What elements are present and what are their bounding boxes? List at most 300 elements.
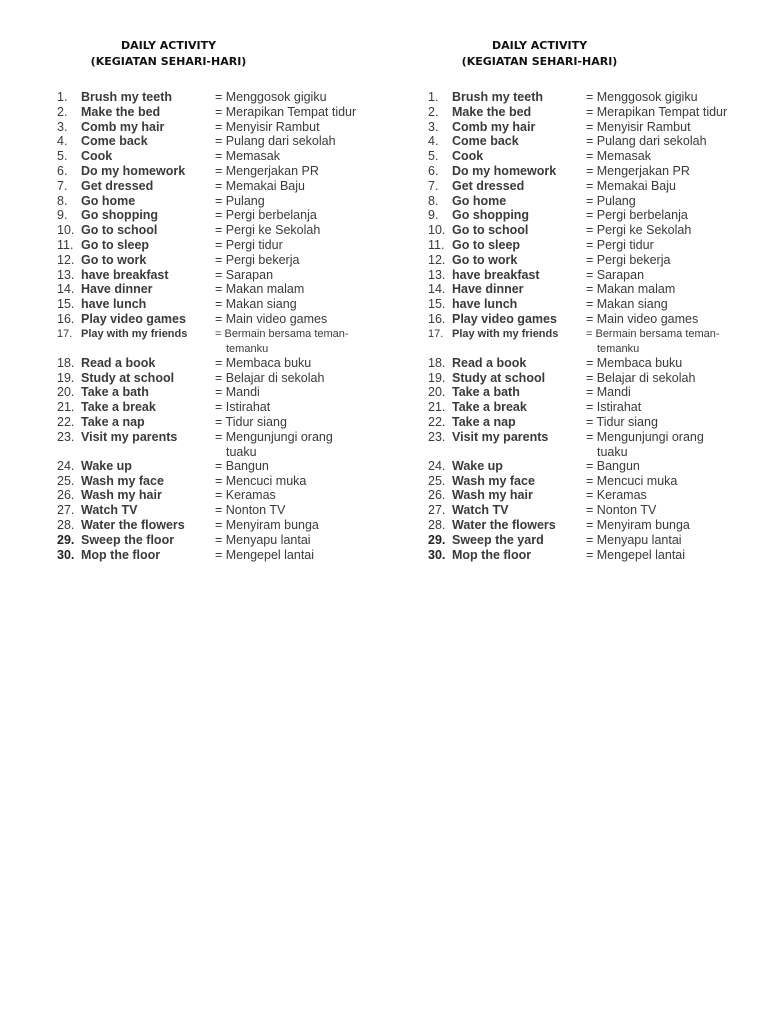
english-activity: Read a book [81, 355, 156, 370]
list-item [57, 208, 387, 223]
left-column [57, 38, 387, 562]
indonesian-translation [215, 548, 375, 563]
list-item [57, 164, 387, 179]
item-number: 1. [57, 90, 68, 104]
translation-line: = Pergi bekerja [586, 252, 671, 267]
indonesian-translation [586, 356, 746, 371]
indonesian-translation [586, 518, 746, 533]
english-activity: Have dinner [81, 282, 153, 297]
indonesian-translation [586, 327, 746, 357]
translation-line-continued: tuaku [226, 444, 257, 459]
translation-line: = Menyisir Rambut [586, 119, 691, 134]
item-number: 23. [57, 429, 75, 444]
list-item [57, 149, 387, 164]
indonesian-translation [215, 518, 375, 533]
indonesian-translation [215, 312, 375, 327]
list-item [428, 120, 758, 135]
list-item [57, 415, 387, 430]
item-number: 1. [428, 90, 439, 104]
indonesian-translation [586, 430, 746, 460]
indonesian-translation [586, 208, 746, 223]
item-number: 23. [428, 429, 446, 444]
english-activity: Go to work [452, 252, 518, 267]
english-activity: Brush my teeth [452, 90, 543, 104]
list-item [57, 268, 387, 283]
right-column [428, 38, 758, 562]
indonesian-translation [215, 134, 375, 149]
translation-line: = Membaca buku [215, 355, 312, 370]
list-item [57, 312, 387, 327]
item-number: 2. [57, 104, 68, 119]
list-item [428, 297, 758, 312]
item-number: 21. [428, 400, 446, 415]
translation-line: = Mengepel lantai [215, 547, 315, 562]
translation-line: = Tidur siang [215, 414, 287, 429]
indonesian-translation [586, 371, 746, 386]
list-item [57, 459, 387, 474]
english-activity: Brush my teeth [81, 90, 172, 104]
indonesian-translation [215, 90, 375, 105]
item-number: 12. [57, 252, 75, 267]
item-number: 11. [57, 237, 74, 252]
english-activity: Wash my hair [452, 488, 533, 503]
list-item [428, 238, 758, 253]
indonesian-translation [215, 459, 375, 474]
translation-line: = Makan siang [586, 297, 668, 312]
translation-line: = Menyapu lantai [215, 532, 311, 547]
item-number: 3. [428, 119, 439, 134]
english-activity: Take a break [452, 400, 527, 415]
english-activity: Visit my parents [81, 429, 178, 444]
translation-line: = Menyiram bunga [215, 517, 319, 532]
english-activity: Mop the floor [452, 547, 532, 562]
title-line-2: (KEGIATAN SEHARI-HARI) [90, 55, 247, 68]
english-activity: Cook [452, 149, 484, 164]
list-item [428, 385, 758, 400]
english-activity: Wash my face [81, 473, 164, 488]
item-number: 28. [57, 517, 75, 532]
list-item [428, 356, 758, 371]
list-item [428, 253, 758, 268]
translation-line: = Membaca buku [586, 355, 683, 370]
translation-line: = Bermain bersama teman- [586, 327, 720, 340]
indonesian-translation [215, 400, 375, 415]
english-activity: have breakfast [81, 267, 169, 282]
item-number: 12. [428, 252, 446, 267]
item-number: 17. [428, 327, 444, 340]
item-number: 5. [428, 149, 439, 164]
english-activity: Wash my hair [81, 488, 162, 503]
list-item [428, 415, 758, 430]
indonesian-translation [586, 164, 746, 179]
translation-line: = Makan malam [586, 282, 676, 297]
title-line-1: DAILY ACTIVITY [120, 39, 217, 52]
english-activity: Water the flowers [81, 517, 185, 532]
translation-line: = Menyiram bunga [586, 517, 690, 532]
english-activity: Wake up [452, 458, 503, 473]
list-item [428, 533, 758, 548]
english-activity: Visit my parents [452, 429, 549, 444]
translation-line: = Memakai Baju [586, 178, 676, 193]
translation-line: = Main video games [215, 311, 328, 326]
item-number: 9. [57, 208, 68, 223]
list-item [57, 488, 387, 503]
translation-line: = Pulang [215, 193, 265, 208]
list-item [428, 371, 758, 386]
indonesian-translation [586, 120, 746, 135]
english-activity: Go home [452, 193, 507, 208]
list-item [428, 90, 758, 105]
item-number: 9. [428, 208, 439, 223]
translation-line: = Makan malam [215, 282, 305, 297]
english-activity: Come back [81, 134, 148, 149]
list-item [57, 503, 387, 518]
indonesian-translation [586, 385, 746, 400]
english-activity: Comb my hair [81, 119, 165, 134]
list-item [57, 105, 387, 120]
english-activity: Go to work [81, 252, 147, 267]
item-number: 27. [57, 503, 75, 518]
indonesian-translation [586, 415, 746, 430]
english-activity: Read a book [452, 355, 527, 370]
translation-line: = Pergi tidur [215, 237, 283, 252]
english-activity: Make the bed [452, 104, 532, 119]
indonesian-translation [215, 164, 375, 179]
item-number: 14. [428, 282, 446, 297]
translation-line: = Istirahat [215, 400, 271, 415]
list-item [428, 327, 758, 356]
indonesian-translation [586, 297, 746, 312]
translation-line: = Pergi berbelanja [215, 208, 317, 223]
indonesian-translation [586, 400, 746, 415]
indonesian-translation [215, 356, 375, 371]
item-number: 15. [57, 297, 75, 312]
item-number: 29. [428, 532, 446, 547]
item-number: 2. [428, 104, 439, 119]
list-item [428, 179, 758, 194]
item-number: 15. [428, 297, 446, 312]
item-number: 24. [428, 458, 446, 473]
list-item [57, 223, 387, 238]
item-number: 13. [428, 267, 446, 282]
english-activity: Have dinner [452, 282, 524, 297]
translation-line: = Mengerjakan PR [215, 163, 319, 178]
english-activity: Go to school [81, 223, 158, 238]
item-number: 6. [428, 163, 439, 178]
indonesian-translation [215, 533, 375, 548]
translation-line: = Belajar di sekolah [215, 370, 325, 385]
translation-line: = Pergi ke Sekolah [586, 223, 692, 238]
english-activity: Do my homework [452, 163, 557, 178]
translation-line-continued: temanku [597, 342, 640, 355]
indonesian-translation [215, 268, 375, 283]
english-activity: Play video games [81, 311, 186, 326]
indonesian-translation [586, 105, 746, 120]
english-activity: Go shopping [452, 208, 530, 223]
list-item [57, 282, 387, 297]
translation-line: = Bangun [586, 458, 640, 473]
list-item [428, 194, 758, 209]
indonesian-translation [215, 385, 375, 400]
indonesian-translation [215, 503, 375, 518]
indonesian-translation [586, 134, 746, 149]
translation-line: = Main video games [586, 311, 699, 326]
page-title [428, 38, 651, 70]
item-number: 14. [57, 282, 75, 297]
translation-line-continued: tuaku [597, 444, 628, 459]
list-item [57, 474, 387, 489]
indonesian-translation [215, 194, 375, 209]
item-number: 26. [428, 488, 446, 503]
translation-line: = Merapikan Tempat tidur [586, 104, 728, 119]
english-activity: Make the bed [81, 104, 161, 119]
english-activity: Get dressed [81, 178, 154, 193]
list-item [57, 400, 387, 415]
list-item [57, 371, 387, 386]
item-number: 8. [428, 193, 439, 208]
translation-line: = Istirahat [586, 400, 642, 415]
translation-line: = Tidur siang [586, 414, 658, 429]
translation-line: = Mencuci muka [586, 473, 678, 488]
item-number: 20. [428, 385, 446, 400]
title-line-1: DAILY ACTIVITY [491, 39, 588, 52]
translation-line: = Mandi [215, 385, 260, 400]
item-number: 10. [57, 223, 75, 238]
translation-line: = Pergi berbelanja [586, 208, 688, 223]
list-item [57, 548, 387, 563]
english-activity: Go to sleep [452, 237, 521, 252]
translation-line: = Mandi [586, 385, 631, 400]
english-activity: Take a bath [81, 385, 149, 400]
item-number: 7. [57, 178, 68, 193]
item-number: 30. [57, 547, 75, 562]
english-activity: Wash my face [452, 473, 535, 488]
indonesian-translation [586, 90, 746, 105]
indonesian-translation [586, 282, 746, 297]
list-item [428, 282, 758, 297]
list-item [428, 548, 758, 563]
item-number: 18. [57, 355, 75, 370]
item-number: 30. [428, 547, 446, 562]
list-item [428, 459, 758, 474]
activity-list [57, 90, 387, 562]
indonesian-translation [215, 120, 375, 135]
translation-line: = Pulang [586, 193, 636, 208]
item-number: 5. [57, 149, 68, 164]
translation-line: = Pergi tidur [586, 237, 654, 252]
translation-line: = Sarapan [586, 267, 645, 282]
indonesian-translation [215, 415, 375, 430]
translation-line: = Memasak [215, 149, 280, 164]
translation-line: = Menyisir Rambut [215, 119, 320, 134]
english-activity: Take a nap [452, 414, 516, 429]
translation-line: = Makan siang [215, 297, 297, 312]
translation-line: = Mencuci muka [215, 473, 307, 488]
english-activity: Water the flowers [452, 517, 556, 532]
translation-line: = Sarapan [215, 267, 274, 282]
item-number: 4. [57, 134, 68, 149]
list-item [428, 474, 758, 489]
item-number: 17. [57, 327, 73, 340]
item-number: 21. [57, 400, 75, 415]
english-activity: Watch TV [452, 503, 509, 518]
list-item [428, 400, 758, 415]
indonesian-translation [586, 459, 746, 474]
translation-line: = Nonton TV [215, 503, 286, 518]
item-number: 27. [428, 503, 446, 518]
english-activity: Cook [81, 149, 113, 164]
list-item [57, 297, 387, 312]
item-number: 25. [57, 473, 75, 488]
translation-line: = Pergi bekerja [215, 252, 300, 267]
list-item [428, 430, 758, 459]
item-number: 24. [57, 458, 75, 473]
item-number: 13. [57, 267, 75, 282]
list-item [428, 223, 758, 238]
indonesian-translation [215, 430, 375, 460]
translation-line: = Menggosok gigiku [586, 90, 698, 104]
indonesian-translation [586, 194, 746, 209]
item-number: 18. [428, 355, 446, 370]
indonesian-translation [586, 223, 746, 238]
indonesian-translation [215, 149, 375, 164]
list-item [57, 134, 387, 149]
indonesian-translation [586, 312, 746, 327]
list-item [57, 327, 387, 356]
english-activity: Sweep the yard [452, 532, 544, 547]
item-number: 29. [57, 532, 75, 547]
translation-line: = Bangun [215, 458, 269, 473]
indonesian-translation [586, 179, 746, 194]
translation-line: = Memasak [586, 149, 651, 164]
list-item [57, 120, 387, 135]
indonesian-translation [215, 105, 375, 120]
english-activity: Study at school [81, 370, 175, 385]
indonesian-translation [215, 488, 375, 503]
indonesian-translation [586, 149, 746, 164]
english-activity: Go home [81, 193, 136, 208]
indonesian-translation [215, 223, 375, 238]
translation-line: = Memakai Baju [215, 178, 305, 193]
english-activity: Play with my friends [81, 327, 188, 340]
translation-line: = Merapikan Tempat tidur [215, 104, 357, 119]
english-activity: Take a break [81, 400, 156, 415]
translation-line: = Menyapu lantai [586, 532, 682, 547]
item-number: 4. [428, 134, 439, 149]
translation-line: = Mengerjakan PR [586, 163, 690, 178]
list-item [428, 208, 758, 223]
indonesian-translation [586, 503, 746, 518]
list-item [428, 268, 758, 283]
english-activity: Play video games [452, 311, 557, 326]
english-activity: Mop the floor [81, 547, 161, 562]
list-item [57, 356, 387, 371]
english-activity: Come back [452, 134, 519, 149]
indonesian-translation [586, 268, 746, 283]
list-item [57, 533, 387, 548]
english-activity: Go to sleep [81, 237, 150, 252]
list-item [428, 164, 758, 179]
indonesian-translation [215, 179, 375, 194]
list-item [57, 385, 387, 400]
indonesian-translation [586, 533, 746, 548]
list-item [428, 488, 758, 503]
translation-line: = Pulang dari sekolah [586, 134, 707, 149]
indonesian-translation [586, 238, 746, 253]
english-activity: Sweep the floor [81, 532, 175, 547]
english-activity: Wake up [81, 458, 132, 473]
item-number: 26. [57, 488, 75, 503]
english-activity: have breakfast [452, 267, 540, 282]
item-number: 10. [428, 223, 446, 238]
english-activity: have lunch [81, 297, 147, 312]
item-number: 16. [428, 311, 446, 326]
indonesian-translation [586, 253, 746, 268]
list-item [428, 312, 758, 327]
english-activity: Play with my friends [452, 327, 559, 340]
english-activity: Go to school [452, 223, 529, 238]
translation-line: = Pergi ke Sekolah [215, 223, 321, 238]
translation-line: = Menggosok gigiku [215, 90, 327, 104]
list-item [428, 518, 758, 533]
english-activity: Get dressed [452, 178, 525, 193]
list-item [428, 134, 758, 149]
list-item [57, 430, 387, 459]
list-item [428, 105, 758, 120]
item-number: 28. [428, 517, 446, 532]
translation-line: = Pulang dari sekolah [215, 134, 336, 149]
english-activity: Go shopping [81, 208, 159, 223]
item-number: 19. [428, 370, 446, 385]
translation-line: = Bermain bersama teman- [215, 327, 349, 340]
translation-line: = Keramas [586, 488, 647, 503]
translation-line: = Belajar di sekolah [586, 370, 696, 385]
list-item [428, 149, 758, 164]
item-number: 6. [57, 163, 68, 178]
english-activity: have lunch [452, 297, 518, 312]
list-item [57, 194, 387, 209]
item-number: 22. [57, 414, 75, 429]
translation-line: = Keramas [215, 488, 276, 503]
indonesian-translation [215, 238, 375, 253]
list-item [57, 253, 387, 268]
translation-line-continued: temanku [226, 342, 269, 355]
item-number: 20. [57, 385, 75, 400]
english-activity: Take a bath [452, 385, 520, 400]
indonesian-translation [215, 282, 375, 297]
english-activity: Take a nap [81, 414, 145, 429]
list-item [428, 503, 758, 518]
english-activity: Comb my hair [452, 119, 536, 134]
translation-line: = Nonton TV [586, 503, 657, 518]
translation-line: = Mengunjungi orang [586, 429, 704, 444]
indonesian-translation [215, 474, 375, 489]
item-number: 25. [428, 473, 446, 488]
list-item [57, 90, 387, 105]
english-activity: Study at school [452, 370, 546, 385]
item-number: 22. [428, 414, 446, 429]
english-activity: Do my homework [81, 163, 186, 178]
indonesian-translation [586, 488, 746, 503]
indonesian-translation [215, 297, 375, 312]
indonesian-translation [215, 327, 375, 357]
list-item [57, 518, 387, 533]
item-number: 8. [57, 193, 68, 208]
item-number: 7. [428, 178, 439, 193]
translation-line: = Mengunjungi orang [215, 429, 333, 444]
activity-list [428, 90, 758, 562]
indonesian-translation [215, 371, 375, 386]
